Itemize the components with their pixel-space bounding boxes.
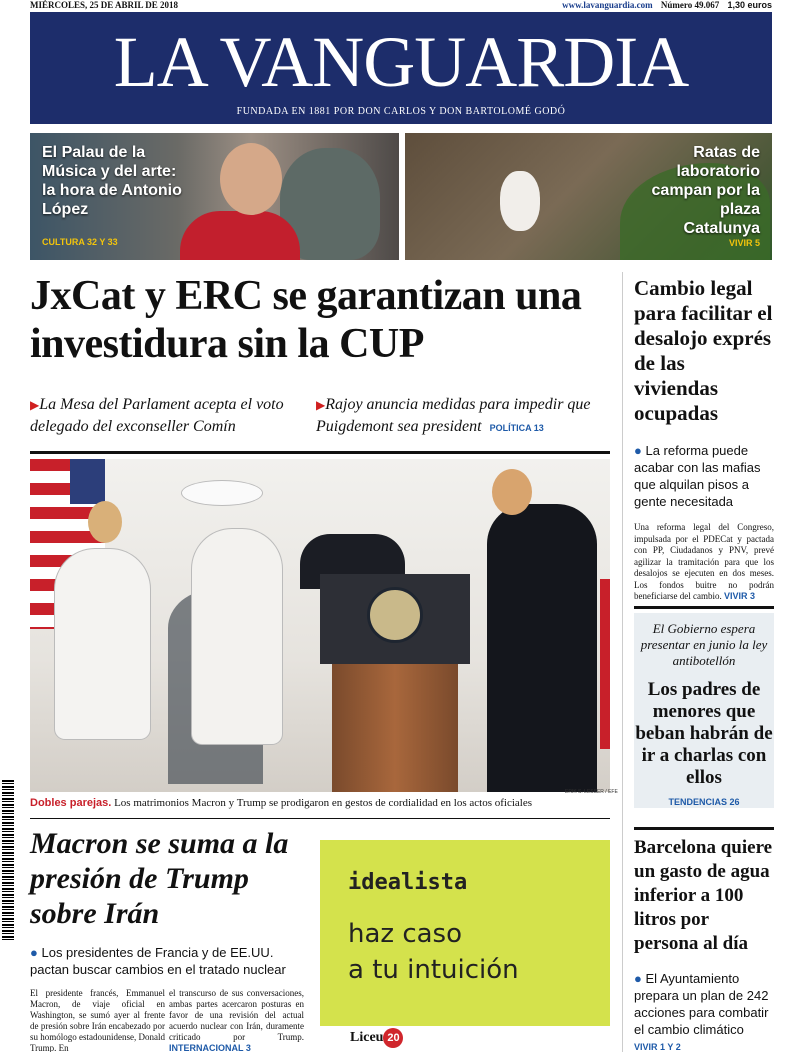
side-story-housing[interactable] bbox=[634, 276, 774, 603]
section-link-politica[interactable]: POLÍTICA 13 bbox=[489, 423, 544, 433]
column-divider bbox=[622, 272, 623, 1052]
divider bbox=[30, 451, 610, 454]
ad-slogan-line-2: a tu intuición bbox=[348, 955, 519, 985]
section-link-tendencias[interactable]: TENDENCIAS 26 bbox=[668, 797, 740, 807]
issue-price: 1,30 euros bbox=[727, 0, 772, 10]
second-column-2-text: el transcurso de sus conversaciones, ambas partes acercaron posturas en favor de una revisión del actual acuerdo nuclear con Irán, duramente criticado por Trump. bbox=[169, 988, 304, 1042]
barcode-image bbox=[2, 780, 14, 940]
divider bbox=[634, 606, 774, 609]
divider bbox=[30, 818, 610, 819]
second-subhead-text: Los presidentes de Francia y de EE.UU. pactan buscar cambios en el tratado nuclear bbox=[30, 945, 286, 977]
triangle-icon: ▶ bbox=[30, 398, 40, 412]
second-column-1: El presidente francés, Emmanuel Macron, de viaje oficial en Washington, se sumó ayer al frente de presión sobre Irán encabezado por su homólogo estadounidense, Donald Trump. En bbox=[30, 988, 165, 1052]
flag-edge bbox=[600, 579, 610, 749]
teaser-culture[interactable] bbox=[30, 133, 399, 260]
issue-date: MIÉRCOLES, 25 DE ABRIL DE 2018 bbox=[30, 0, 179, 10]
teaser-rats-text: Ratas de laboratorio campan por la plaza Catalunya bbox=[651, 144, 760, 237]
bullet-icon: ● bbox=[634, 443, 642, 458]
main-subhead-2-text: Rajoy anuncia medidas para impedir que Puigdemont sea president bbox=[316, 396, 591, 435]
side-water-headline: Barcelona quiere un gasto de agua inferior a 100 litros por persona al día bbox=[634, 837, 773, 954]
top-bar bbox=[30, 0, 772, 12]
liceu-logo bbox=[350, 1028, 403, 1048]
white-hat bbox=[182, 481, 262, 505]
caption-text: Los matrimonios Macron y Trump se prodigaron en gestos de cordialidad en los actos oficiales bbox=[114, 797, 532, 809]
person-dark-coat bbox=[487, 504, 597, 792]
bullet-icon: ● bbox=[30, 945, 38, 960]
newspaper-logo[interactable]: LA VANGUARDIA bbox=[113, 22, 689, 102]
ad-slogan bbox=[348, 916, 519, 988]
section-link-internacional[interactable]: INTERNACIONAL 3 bbox=[169, 1043, 251, 1052]
teaser-culture-text: El Palau de la Música y del arte: la hora de Antonio López bbox=[42, 144, 182, 218]
side-housing-body-text: Una reforma legal del Congreso, impulsada por el PDECat y pactada con PP, Ciudadanos y PNV, prevé agilizar la tramitación para que los desalojos se ejecuten en dos meses. Los fondos buitre no podrán beneficiarse del cambio. bbox=[634, 522, 774, 601]
person-white-suit-1 bbox=[55, 549, 150, 739]
side-box-antibotellon[interactable] bbox=[634, 613, 774, 808]
main-headline[interactable]: JxCat y ERC se garantizan una investidura sin la CUP bbox=[30, 273, 582, 367]
issue-number: Número 49.067 bbox=[660, 0, 720, 10]
teaser-culture-section: CULTURA 32 Y 33 bbox=[42, 237, 118, 247]
person-head-1 bbox=[88, 501, 122, 543]
section-link-vivir-1-2[interactable]: VIVIR 1 Y 2 bbox=[634, 1042, 681, 1052]
lead-photo bbox=[30, 459, 610, 792]
photo-caption bbox=[30, 797, 610, 809]
main-subhead-1 bbox=[30, 394, 315, 437]
flag-canton bbox=[70, 459, 105, 504]
caption-kicker: Dobles parejas. bbox=[30, 797, 112, 809]
person-head-4 bbox=[492, 469, 532, 515]
masthead-tagline: FUNDADA EN 1881 POR DON CARLOS Y DON BARTOLOMÉ GODÓ bbox=[236, 106, 566, 117]
liceu-text: Liceu bbox=[350, 1030, 384, 1045]
artist-face-image bbox=[220, 143, 282, 215]
second-headline[interactable]: Macron se suma a la presión de Trump sobre Irán bbox=[30, 827, 289, 930]
ad-slogan-line-1: haz caso bbox=[348, 919, 463, 949]
main-subhead-2 bbox=[316, 394, 611, 439]
side-water-lead-text: El Ayuntamiento prepara un plan de 242 acciones para combatir el cambio climático bbox=[634, 971, 769, 1037]
advertisement[interactable] bbox=[320, 840, 610, 1026]
side-housing-lead bbox=[634, 442, 774, 510]
ad-brand: idealista bbox=[348, 870, 468, 895]
site-url[interactable]: www.lavanguardia.com bbox=[562, 0, 653, 10]
masthead bbox=[30, 12, 772, 124]
person-white-suit-2 bbox=[192, 529, 282, 744]
teaser-rats-section: VIVIR 5 bbox=[728, 238, 760, 248]
side-housing-body bbox=[634, 522, 774, 603]
bullet-icon: ● bbox=[634, 971, 642, 986]
side-story-water[interactable] bbox=[634, 836, 774, 1052]
side-water-lead bbox=[634, 970, 774, 1038]
presidential-seal-icon bbox=[367, 587, 423, 643]
second-column-2 bbox=[169, 988, 304, 1052]
teaser-rats[interactable] bbox=[405, 133, 772, 260]
second-subhead bbox=[30, 944, 315, 978]
side-housing-headline: Cambio legal para facilitar el desalojo exprés de las viviendas ocupadas bbox=[634, 276, 773, 425]
box-kicker: El Gobierno espera presentar en junio la ley antibotellón bbox=[640, 621, 768, 668]
artist-image bbox=[180, 211, 300, 260]
side-housing-lead-text: La reforma puede acabar con las mafias que alquilan pisos a gente necesitada bbox=[634, 443, 761, 509]
box-headline: Los padres de menores que beban habrán de ir a charlas con ellos bbox=[635, 679, 773, 788]
main-subhead-1-text: La Mesa del Parlament acepta el voto delegado del exconseller Comín bbox=[30, 396, 284, 435]
podium-base bbox=[332, 664, 458, 792]
liceu-badge: 20 bbox=[383, 1028, 403, 1048]
section-link-vivir-3[interactable]: VIVIR 3 bbox=[723, 591, 755, 601]
photo-credit: ERIK S. LESSER / EFE bbox=[565, 789, 618, 795]
triangle-icon: ▶ bbox=[316, 398, 326, 412]
rat-image bbox=[500, 171, 540, 231]
divider bbox=[634, 827, 774, 830]
